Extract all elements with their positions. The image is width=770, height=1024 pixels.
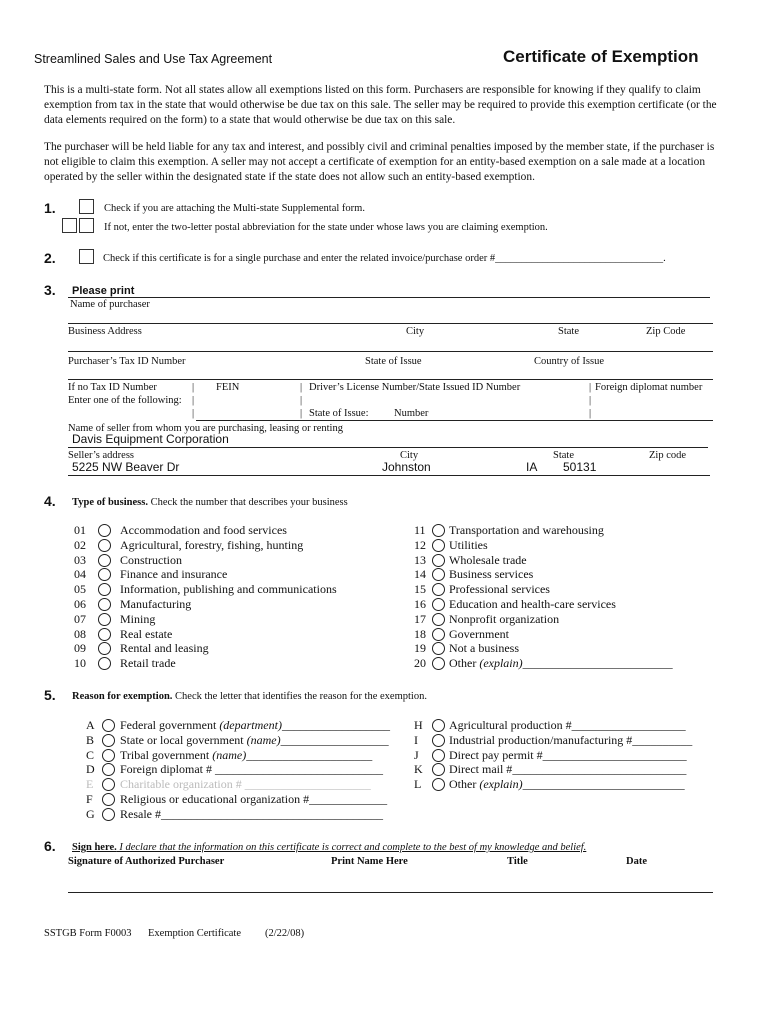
state-abbrev-box-1[interactable]	[62, 218, 77, 233]
state-label: State	[558, 326, 579, 337]
no-tax-id-label: If no Tax ID Number	[68, 382, 157, 393]
business-type-label: Professional services	[449, 582, 550, 597]
exemption-reason-label: Federal government (department)__________________	[120, 718, 390, 732]
section-1-text-2: If not, enter the two-letter postal abbreviation for the state under whose laws you are claiming exemption.	[104, 222, 548, 233]
business-type-code: 07	[74, 611, 86, 626]
seller-address-label: Seller’s address	[68, 450, 134, 461]
seller-state-value[interactable]: IA	[526, 460, 538, 474]
exemption-reason-code: C	[86, 747, 95, 762]
business-type-radio[interactable]	[432, 598, 445, 611]
business-type-code: 03	[74, 552, 86, 567]
exemption-reason-radio[interactable]	[102, 763, 115, 776]
business-type-label: Retail trade	[120, 656, 176, 671]
section-5-number: 5.	[44, 687, 56, 703]
exemption-reason-code: B	[86, 732, 95, 747]
business-type-radio[interactable]	[432, 628, 445, 641]
business-type-label: Education and health-care services	[449, 597, 616, 611]
business-type-radio[interactable]	[98, 524, 111, 537]
business-type-code: 12	[414, 537, 426, 552]
business-type-label: Mining	[120, 611, 156, 626]
exemption-reason-label: Direct pay permit #________________________	[449, 747, 687, 762]
business-type-radio[interactable]	[432, 642, 445, 655]
business-type-radio[interactable]	[432, 524, 445, 537]
footer-description: Exemption Certificate	[148, 928, 242, 939]
seller-address-value[interactable]: 5225 NW Beaver Dr	[72, 460, 180, 474]
business-type-code: 09	[74, 641, 86, 656]
business-type-code: 14	[414, 567, 426, 582]
intro-paragraph-2: The purchaser will be held liable for any tax and interest, and possibly civil and criminal penalties imposed by the member state, if the purchaser is not eligible to claim this exemption. A seller may not accept a certificate of exemption for an entity-based exemption on a sale made at a location operated by the seller within the designated state if the state does not allow such an entity-based exemption.	[44, 141, 715, 183]
exemption-reason-code: K	[414, 762, 423, 777]
section-2-number: 2.	[44, 250, 56, 266]
tax-id-line[interactable]	[68, 379, 713, 380]
business-type-radio[interactable]	[432, 568, 445, 581]
business-type-radio[interactable]	[98, 657, 111, 670]
exemption-reason-code: A	[86, 718, 95, 732]
city-label: City	[406, 326, 425, 337]
section-1-number: 1.	[44, 200, 56, 216]
drivers-license-label: Driver’s License Number/State Issued ID Number	[309, 382, 521, 393]
business-type-code: 01	[74, 523, 86, 537]
business-address-label: Business Address	[68, 326, 142, 337]
exemption-reason-label: State or local government (name)__________________	[120, 732, 389, 747]
please-print-label: Please print	[72, 285, 135, 297]
business-type-radio[interactable]	[98, 568, 111, 581]
business-type-label: Business services	[449, 567, 534, 582]
footer-form-number: SSTGB Form F0003	[44, 928, 132, 939]
seller-city-label: City	[400, 450, 419, 461]
business-type-label: Agricultural, forestry, fishing, hunting	[120, 537, 304, 552]
exemption-reason-label: Foreign diplomat # ____________________________	[120, 762, 383, 777]
section-4-number: 4.	[44, 493, 56, 509]
exemption-reason-label: Charitable organization # _____________________	[120, 777, 371, 792]
business-address-line[interactable]	[68, 351, 713, 352]
business-type-code: 08	[74, 626, 86, 641]
business-type-code: 06	[74, 597, 86, 611]
business-type-label: Government	[449, 626, 509, 641]
exemption-reason-radio[interactable]	[102, 719, 115, 732]
seller-zip-value[interactable]: 50131	[563, 460, 597, 474]
business-type-code: 13	[414, 552, 426, 567]
exemption-reason-code: L	[414, 777, 422, 792]
intro-paragraph-1: This is a multi-state form. Not all states allow all exemptions listed on this form. Purchasers are responsible for knowing if they qualify to claim exemption from tax in the state that would otherwise be due tax on this sale. The seller may be required to provide this exemption certificate (or the data elements required on the form) to a state that would otherwise be due tax on this sale.	[44, 84, 717, 126]
exemption-reason-label: Industrial production/manufacturing #__________	[449, 732, 693, 747]
single-purchase-checkbox[interactable]	[79, 249, 94, 264]
exemption-reason-heading: Reason for exemption. Check the letter that identifies the reason for the exemption.	[72, 691, 427, 702]
business-type-label: Construction	[120, 552, 182, 567]
business-type-code: 15	[414, 582, 426, 597]
business-type-radio[interactable]	[432, 657, 445, 670]
exemption-reason-code: D	[86, 762, 95, 777]
section-3-number: 3.	[44, 282, 56, 298]
business-type-code: 02	[74, 537, 86, 552]
number-label: Number	[394, 408, 429, 419]
exemption-reason-radio[interactable]	[102, 749, 115, 762]
exemption-reason-code: F	[86, 792, 93, 806]
purchaser-name-line[interactable]	[68, 323, 713, 324]
business-type-code: 18	[414, 626, 426, 641]
business-type-label: Finance and insurance	[120, 567, 228, 582]
business-type-radio[interactable]	[98, 539, 111, 552]
exemption-reason-code: I	[414, 732, 418, 747]
business-type-code: 05	[74, 582, 86, 597]
business-type-code: 11	[414, 523, 426, 537]
exemption-reason-radio[interactable]	[102, 734, 115, 747]
seller-state-label: State	[553, 450, 574, 461]
exemption-reason-radio[interactable]	[102, 808, 115, 821]
exemption-reason-label: Tribal government (name)_____________________	[120, 747, 373, 762]
exemption-reason-label: Other (explain)___________________________	[449, 777, 685, 792]
business-type-label: Nonprofit organization	[449, 611, 560, 626]
business-type-label: Wholesale trade	[449, 552, 527, 567]
signature-label: Signature of Authorized Purchaser	[68, 856, 225, 867]
business-type-label: Not a business	[449, 641, 519, 656]
exemption-reason-label: Resale #_____________________________________	[120, 806, 383, 821]
purchaser-name-label: Name of purchaser	[70, 299, 150, 310]
business-type-radio[interactable]	[98, 613, 111, 626]
country-of-issue-label: Country of Issue	[534, 356, 604, 367]
page-title: Certificate of Exemption	[503, 47, 699, 66]
business-type-radio[interactable]	[432, 583, 445, 596]
business-type-code: 19	[414, 641, 426, 656]
exemption-reason-radio[interactable]	[102, 778, 115, 791]
business-type-radio[interactable]	[98, 642, 111, 655]
business-type-code: 10	[74, 656, 86, 671]
business-type-radio[interactable]	[98, 628, 111, 641]
business-type-radio[interactable]	[432, 539, 445, 552]
state-of-issue-inline: State of Issue:	[309, 408, 369, 419]
exemption-reason-radio[interactable]	[432, 749, 445, 762]
business-type-label: Manufacturing	[120, 597, 192, 611]
single-purchase-text: Check if this certificate is for a single purchase and enter the related invoice/purchase order #________________________________.	[103, 253, 666, 264]
id-numbers-line[interactable]	[196, 420, 713, 421]
business-type-label: Rental and leasing	[120, 641, 209, 656]
business-type-label: Utilities	[449, 537, 488, 552]
supplemental-form-checkbox[interactable]	[79, 199, 94, 214]
exemption-reason-code: E	[86, 777, 94, 792]
tax-id-label: Purchaser’s Tax ID Number	[68, 356, 186, 367]
section-1-text: Check if you are attaching the Multi-state Supplemental form.	[104, 203, 365, 214]
exemption-reason-code: J	[414, 747, 419, 762]
section-6-number: 6.	[44, 838, 56, 854]
exemption-reason-radio[interactable]	[432, 719, 445, 732]
print-name-label: Print Name Here	[331, 856, 408, 867]
signature-line[interactable]	[68, 892, 713, 893]
enter-one-label: Enter one of the following:	[68, 395, 182, 406]
zip-label: Zip Code	[646, 326, 686, 337]
agreement-name: Streamlined Sales and Use Tax Agreement	[34, 52, 273, 66]
seller-name-value[interactable]: Davis Equipment Corporation	[72, 432, 229, 446]
business-type-code: 17	[414, 611, 426, 626]
exemption-reason-radio[interactable]	[432, 734, 445, 747]
title-label: Title	[507, 856, 528, 867]
seller-name-label: Name of seller from whom you are purchasing, leasing or renting	[68, 423, 343, 434]
seller-city-value[interactable]: Johnston	[382, 460, 431, 474]
business-type-code: 04	[74, 567, 86, 582]
business-type-radio[interactable]	[432, 613, 445, 626]
business-type-radio[interactable]	[98, 598, 111, 611]
exemption-reason-radio[interactable]	[432, 778, 445, 791]
business-type-radio[interactable]	[432, 554, 445, 567]
exemption-reason-label: Direct mail #_____________________________	[449, 762, 687, 777]
business-type-label: Real estate	[120, 626, 173, 641]
seller-zip-label: Zip code	[649, 450, 687, 461]
footer-date: (2/22/08)	[265, 928, 305, 939]
exemption-reason-label: Agricultural production #___________________	[449, 718, 686, 732]
exemption-reason-radio[interactable]	[102, 793, 115, 806]
state-abbrev-box-2[interactable]	[79, 218, 94, 233]
fein-label: FEIN	[216, 382, 240, 393]
business-type-code: 20	[414, 656, 426, 671]
state-of-issue-label: State of Issue	[365, 356, 422, 367]
foreign-diplomat-label: Foreign diplomat number	[595, 382, 703, 393]
business-type-radio[interactable]	[98, 554, 111, 567]
business-type-label: Other (explain)_________________________	[449, 656, 673, 671]
business-type-label: Transportation and warehousing	[449, 523, 604, 537]
declaration-text: Sign here. I declare that the information on this certificate is correct and complete to the best of my knowledge and belief.	[72, 842, 587, 853]
business-type-radio[interactable]	[98, 583, 111, 596]
business-type-heading: Type of business. Check the number that describes your business	[72, 497, 348, 508]
business-type-label: Accommodation and food services	[120, 523, 287, 537]
exemption-reason-radio[interactable]	[432, 763, 445, 776]
exemption-reason-label: Religious or educational organization #_____________	[120, 792, 388, 806]
date-label: Date	[626, 856, 647, 867]
business-type-code: 16	[414, 597, 426, 611]
business-type-label: Information, publishing and communications	[120, 582, 337, 597]
exemption-reason-code: H	[414, 718, 423, 732]
exemption-reason-code: G	[86, 806, 95, 821]
